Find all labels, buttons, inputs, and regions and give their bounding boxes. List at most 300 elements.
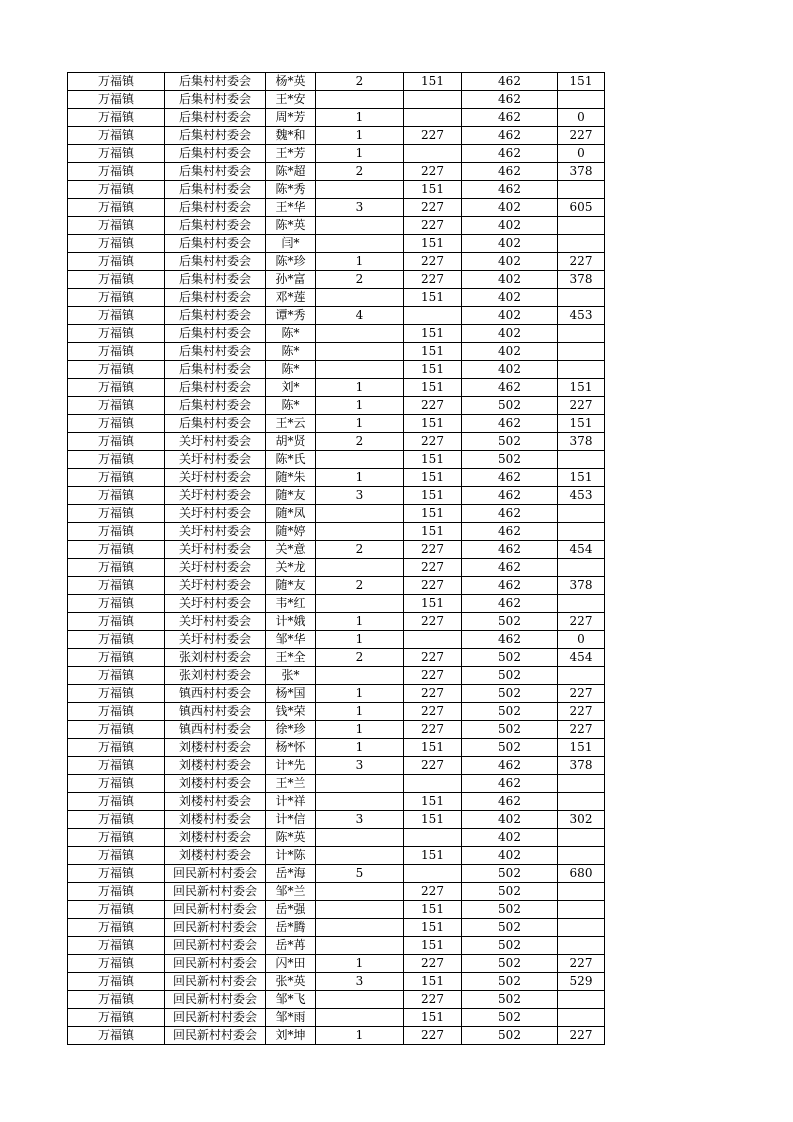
- count-cell: [316, 937, 404, 955]
- town-cell: 万福镇: [68, 325, 165, 343]
- town-cell: 万福镇: [68, 199, 165, 217]
- amount-b-cell: 462: [462, 415, 558, 433]
- amount-b-cell: 502: [462, 973, 558, 991]
- count-cell: 1: [316, 721, 404, 739]
- amount-a-cell: 227: [404, 667, 462, 685]
- village-cell: 后集村村委会: [165, 163, 266, 181]
- amount-b-cell: 402: [462, 307, 558, 325]
- village-cell: 刘楼村村委会: [165, 739, 266, 757]
- table-row: [68, 631, 605, 649]
- name-cell: 邹*雨: [266, 1009, 316, 1027]
- table-row: [68, 865, 605, 883]
- total-cell: [558, 991, 605, 1009]
- amount-a-cell: 227: [404, 757, 462, 775]
- town-cell: 万福镇: [68, 109, 165, 127]
- village-cell: 刘楼村村委会: [165, 829, 266, 847]
- name-cell: 王*全: [266, 649, 316, 667]
- amount-a-cell: 151: [404, 415, 462, 433]
- count-cell: 2: [316, 541, 404, 559]
- town-cell: 万福镇: [68, 847, 165, 865]
- village-cell: 后集村村委会: [165, 307, 266, 325]
- name-cell: 杨*英: [266, 73, 316, 91]
- village-cell: 关圩村村委会: [165, 541, 266, 559]
- count-cell: [316, 667, 404, 685]
- total-cell: [558, 505, 605, 523]
- count-cell: [316, 181, 404, 199]
- count-cell: [316, 91, 404, 109]
- total-cell: 227: [558, 955, 605, 973]
- amount-a-cell: 151: [404, 937, 462, 955]
- town-cell: 万福镇: [68, 127, 165, 145]
- table-row: [68, 469, 605, 487]
- table-row: [68, 541, 605, 559]
- village-cell: 刘楼村村委会: [165, 757, 266, 775]
- count-cell: 1: [316, 253, 404, 271]
- amount-a-cell: 227: [404, 127, 462, 145]
- count-cell: [316, 343, 404, 361]
- village-cell: 后集村村委会: [165, 325, 266, 343]
- amount-b-cell: 462: [462, 505, 558, 523]
- amount-b-cell: 462: [462, 469, 558, 487]
- total-cell: 378: [558, 577, 605, 595]
- total-cell: 378: [558, 433, 605, 451]
- name-cell: 王*安: [266, 91, 316, 109]
- name-cell: 陈*: [266, 397, 316, 415]
- amount-b-cell: 402: [462, 253, 558, 271]
- total-cell: [558, 451, 605, 469]
- table-body: [68, 73, 605, 1045]
- amount-b-cell: 502: [462, 937, 558, 955]
- amount-b-cell: 402: [462, 289, 558, 307]
- amount-b-cell: 502: [462, 433, 558, 451]
- count-cell: 1: [316, 739, 404, 757]
- total-cell: 378: [558, 163, 605, 181]
- amount-b-cell: 402: [462, 811, 558, 829]
- count-cell: [316, 523, 404, 541]
- total-cell: [558, 217, 605, 235]
- total-cell: 227: [558, 703, 605, 721]
- table-row: [68, 343, 605, 361]
- town-cell: 万福镇: [68, 163, 165, 181]
- total-cell: [558, 1009, 605, 1027]
- amount-a-cell: 151: [404, 811, 462, 829]
- total-cell: [558, 775, 605, 793]
- town-cell: 万福镇: [68, 361, 165, 379]
- amount-a-cell: 151: [404, 235, 462, 253]
- amount-a-cell: 227: [404, 1027, 462, 1045]
- amount-b-cell: 462: [462, 487, 558, 505]
- name-cell: 王*云: [266, 415, 316, 433]
- amount-a-cell: 227: [404, 559, 462, 577]
- town-cell: 万福镇: [68, 91, 165, 109]
- village-cell: 张刘村村委会: [165, 649, 266, 667]
- total-cell: [558, 181, 605, 199]
- name-cell: 陈*英: [266, 829, 316, 847]
- amount-a-cell: 227: [404, 271, 462, 289]
- amount-a-cell: [404, 307, 462, 325]
- village-cell: 回民新村村委会: [165, 901, 266, 919]
- village-cell: 后集村村委会: [165, 253, 266, 271]
- table-row: [68, 883, 605, 901]
- count-cell: 1: [316, 145, 404, 163]
- town-cell: 万福镇: [68, 955, 165, 973]
- table-row: [68, 127, 605, 145]
- town-cell: 万福镇: [68, 505, 165, 523]
- count-cell: 2: [316, 649, 404, 667]
- amount-b-cell: 502: [462, 685, 558, 703]
- name-cell: 张*英: [266, 973, 316, 991]
- town-cell: 万福镇: [68, 595, 165, 613]
- total-cell: [558, 595, 605, 613]
- name-cell: 陈*: [266, 343, 316, 361]
- total-cell: 680: [558, 865, 605, 883]
- name-cell: 计*信: [266, 811, 316, 829]
- table-row: [68, 613, 605, 631]
- total-cell: 227: [558, 721, 605, 739]
- town-cell: 万福镇: [68, 433, 165, 451]
- village-cell: 后集村村委会: [165, 415, 266, 433]
- town-cell: 万福镇: [68, 1027, 165, 1045]
- table-row: [68, 181, 605, 199]
- village-cell: 关圩村村委会: [165, 523, 266, 541]
- table-row: [68, 145, 605, 163]
- amount-a-cell: 227: [404, 721, 462, 739]
- amount-b-cell: 502: [462, 649, 558, 667]
- amount-a-cell: 151: [404, 523, 462, 541]
- total-cell: [558, 325, 605, 343]
- table-row: [68, 757, 605, 775]
- amount-a-cell: [404, 631, 462, 649]
- count-cell: [316, 793, 404, 811]
- table-row: [68, 973, 605, 991]
- amount-b-cell: 462: [462, 793, 558, 811]
- table-row: [68, 289, 605, 307]
- name-cell: 韦*红: [266, 595, 316, 613]
- amount-b-cell: 502: [462, 451, 558, 469]
- town-cell: 万福镇: [68, 703, 165, 721]
- village-cell: 刘楼村村委会: [165, 847, 266, 865]
- town-cell: 万福镇: [68, 559, 165, 577]
- name-cell: 杨*国: [266, 685, 316, 703]
- town-cell: 万福镇: [68, 757, 165, 775]
- count-cell: 1: [316, 703, 404, 721]
- amount-a-cell: [404, 145, 462, 163]
- count-cell: [316, 325, 404, 343]
- table-row: [68, 1009, 605, 1027]
- name-cell: 邹*飞: [266, 991, 316, 1009]
- count-cell: [316, 901, 404, 919]
- village-cell: 刘楼村村委会: [165, 811, 266, 829]
- total-cell: 302: [558, 811, 605, 829]
- town-cell: 万福镇: [68, 541, 165, 559]
- count-cell: 5: [316, 865, 404, 883]
- total-cell: [558, 235, 605, 253]
- amount-b-cell: 402: [462, 343, 558, 361]
- town-cell: 万福镇: [68, 523, 165, 541]
- town-cell: 万福镇: [68, 343, 165, 361]
- amount-a-cell: 227: [404, 649, 462, 667]
- village-cell: 关圩村村委会: [165, 433, 266, 451]
- table-row: [68, 217, 605, 235]
- table-row: [68, 505, 605, 523]
- total-cell: 151: [558, 73, 605, 91]
- amount-b-cell: 402: [462, 235, 558, 253]
- name-cell: 王*华: [266, 199, 316, 217]
- count-cell: [316, 505, 404, 523]
- amount-a-cell: 151: [404, 73, 462, 91]
- village-cell: 后集村村委会: [165, 199, 266, 217]
- village-cell: 后集村村委会: [165, 217, 266, 235]
- amount-a-cell: 227: [404, 991, 462, 1009]
- amount-b-cell: 402: [462, 271, 558, 289]
- total-cell: [558, 793, 605, 811]
- amount-a-cell: 227: [404, 199, 462, 217]
- name-cell: 刘*坤: [266, 1027, 316, 1045]
- total-cell: 227: [558, 253, 605, 271]
- amount-b-cell: 462: [462, 181, 558, 199]
- amount-b-cell: 462: [462, 379, 558, 397]
- village-cell: 镇西村村委会: [165, 721, 266, 739]
- village-cell: 镇西村村委会: [165, 703, 266, 721]
- village-cell: 后集村村委会: [165, 379, 266, 397]
- village-cell: 后集村村委会: [165, 73, 266, 91]
- amount-a-cell: 151: [404, 847, 462, 865]
- amount-b-cell: 462: [462, 109, 558, 127]
- amount-a-cell: 151: [404, 289, 462, 307]
- town-cell: 万福镇: [68, 973, 165, 991]
- amount-a-cell: 151: [404, 505, 462, 523]
- amount-b-cell: 462: [462, 523, 558, 541]
- village-cell: 后集村村委会: [165, 397, 266, 415]
- village-cell: 后集村村委会: [165, 109, 266, 127]
- name-cell: 刘*: [266, 379, 316, 397]
- table-row: [68, 163, 605, 181]
- town-cell: 万福镇: [68, 721, 165, 739]
- count-cell: [316, 289, 404, 307]
- total-cell: [558, 901, 605, 919]
- table-row: [68, 109, 605, 127]
- name-cell: 胡*贤: [266, 433, 316, 451]
- amount-a-cell: 151: [404, 361, 462, 379]
- amount-b-cell: 402: [462, 199, 558, 217]
- name-cell: 计*先: [266, 757, 316, 775]
- count-cell: 4: [316, 307, 404, 325]
- count-cell: 3: [316, 199, 404, 217]
- town-cell: 万福镇: [68, 217, 165, 235]
- amount-b-cell: 502: [462, 919, 558, 937]
- table-row: [68, 253, 605, 271]
- total-cell: 227: [558, 1027, 605, 1045]
- table-row: [68, 415, 605, 433]
- total-cell: [558, 523, 605, 541]
- name-cell: 魏*和: [266, 127, 316, 145]
- town-cell: 万福镇: [68, 739, 165, 757]
- village-cell: 后集村村委会: [165, 181, 266, 199]
- village-cell: 关圩村村委会: [165, 613, 266, 631]
- village-cell: 后集村村委会: [165, 289, 266, 307]
- amount-b-cell: 402: [462, 829, 558, 847]
- amount-a-cell: 227: [404, 685, 462, 703]
- name-cell: 孙*富: [266, 271, 316, 289]
- table-row: [68, 649, 605, 667]
- amount-b-cell: 462: [462, 541, 558, 559]
- table-row: [68, 595, 605, 613]
- village-cell: 后集村村委会: [165, 271, 266, 289]
- name-cell: 杨*怀: [266, 739, 316, 757]
- table-row: [68, 991, 605, 1009]
- total-cell: [558, 883, 605, 901]
- town-cell: 万福镇: [68, 991, 165, 1009]
- count-cell: [316, 991, 404, 1009]
- amount-a-cell: 227: [404, 577, 462, 595]
- count-cell: 1: [316, 127, 404, 145]
- count-cell: 2: [316, 73, 404, 91]
- table-row: [68, 667, 605, 685]
- amount-a-cell: 227: [404, 163, 462, 181]
- name-cell: 随*朱: [266, 469, 316, 487]
- village-cell: 后集村村委会: [165, 127, 266, 145]
- table-row: [68, 577, 605, 595]
- village-cell: 后集村村委会: [165, 91, 266, 109]
- total-cell: [558, 343, 605, 361]
- table-row: [68, 307, 605, 325]
- total-cell: [558, 937, 605, 955]
- total-cell: 378: [558, 271, 605, 289]
- amount-b-cell: 462: [462, 559, 558, 577]
- table-row: [68, 775, 605, 793]
- amount-b-cell: 402: [462, 325, 558, 343]
- name-cell: 计*娥: [266, 613, 316, 631]
- total-cell: 151: [558, 415, 605, 433]
- table-row: [68, 829, 605, 847]
- amount-a-cell: [404, 775, 462, 793]
- amount-a-cell: 227: [404, 703, 462, 721]
- village-cell: 后集村村委会: [165, 235, 266, 253]
- table-row: [68, 703, 605, 721]
- table-row: [68, 739, 605, 757]
- amount-b-cell: 502: [462, 883, 558, 901]
- total-cell: 0: [558, 145, 605, 163]
- amount-a-cell: 151: [404, 451, 462, 469]
- amount-b-cell: 462: [462, 595, 558, 613]
- amount-b-cell: 502: [462, 721, 558, 739]
- name-cell: 岳*海: [266, 865, 316, 883]
- count-cell: 3: [316, 973, 404, 991]
- total-cell: [558, 559, 605, 577]
- total-cell: 151: [558, 739, 605, 757]
- amount-b-cell: 462: [462, 127, 558, 145]
- amount-b-cell: 402: [462, 361, 558, 379]
- amount-b-cell: 462: [462, 775, 558, 793]
- amount-b-cell: 462: [462, 757, 558, 775]
- name-cell: 随*凤: [266, 505, 316, 523]
- town-cell: 万福镇: [68, 937, 165, 955]
- amount-a-cell: 227: [404, 883, 462, 901]
- total-cell: [558, 667, 605, 685]
- count-cell: [316, 559, 404, 577]
- count-cell: [316, 595, 404, 613]
- total-cell: 529: [558, 973, 605, 991]
- count-cell: [316, 235, 404, 253]
- name-cell: 陈*秀: [266, 181, 316, 199]
- count-cell: 1: [316, 109, 404, 127]
- amount-a-cell: 151: [404, 739, 462, 757]
- town-cell: 万福镇: [68, 397, 165, 415]
- name-cell: 邹*华: [266, 631, 316, 649]
- amount-b-cell: 502: [462, 955, 558, 973]
- village-cell: 回民新村村委会: [165, 883, 266, 901]
- amount-a-cell: 151: [404, 181, 462, 199]
- name-cell: 周*芳: [266, 109, 316, 127]
- amount-a-cell: 151: [404, 469, 462, 487]
- table-row: [68, 379, 605, 397]
- name-cell: 张*: [266, 667, 316, 685]
- amount-b-cell: 462: [462, 91, 558, 109]
- amount-b-cell: 502: [462, 613, 558, 631]
- village-cell: 关圩村村委会: [165, 559, 266, 577]
- name-cell: 关*龙: [266, 559, 316, 577]
- village-cell: 回民新村村委会: [165, 955, 266, 973]
- table-row: [68, 91, 605, 109]
- table-row: [68, 199, 605, 217]
- count-cell: 1: [316, 469, 404, 487]
- village-cell: 回民新村村委会: [165, 1009, 266, 1027]
- town-cell: 万福镇: [68, 631, 165, 649]
- amount-b-cell: 502: [462, 739, 558, 757]
- count-cell: 2: [316, 271, 404, 289]
- amount-a-cell: 151: [404, 379, 462, 397]
- table-row: [68, 559, 605, 577]
- amount-b-cell: 502: [462, 1027, 558, 1045]
- village-cell: 回民新村村委会: [165, 865, 266, 883]
- table-row: [68, 937, 605, 955]
- village-cell: 张刘村村委会: [165, 667, 266, 685]
- amount-a-cell: 227: [404, 397, 462, 415]
- amount-b-cell: 502: [462, 865, 558, 883]
- village-cell: 关圩村村委会: [165, 577, 266, 595]
- table-row: [68, 901, 605, 919]
- village-cell: 回民新村村委会: [165, 973, 266, 991]
- amount-a-cell: 227: [404, 613, 462, 631]
- town-cell: 万福镇: [68, 73, 165, 91]
- total-cell: 453: [558, 307, 605, 325]
- village-cell: 关圩村村委会: [165, 451, 266, 469]
- name-cell: 随*婷: [266, 523, 316, 541]
- name-cell: 岳*强: [266, 901, 316, 919]
- amount-b-cell: 502: [462, 1009, 558, 1027]
- town-cell: 万福镇: [68, 487, 165, 505]
- amount-a-cell: 227: [404, 253, 462, 271]
- count-cell: 3: [316, 487, 404, 505]
- total-cell: [558, 289, 605, 307]
- total-cell: 0: [558, 631, 605, 649]
- village-cell: 刘楼村村委会: [165, 793, 266, 811]
- town-cell: 万福镇: [68, 667, 165, 685]
- table-row: [68, 523, 605, 541]
- total-cell: 151: [558, 379, 605, 397]
- name-cell: 闪*田: [266, 955, 316, 973]
- amount-a-cell: 227: [404, 955, 462, 973]
- amount-a-cell: [404, 109, 462, 127]
- amount-b-cell: 462: [462, 577, 558, 595]
- table-row: [68, 397, 605, 415]
- count-cell: [316, 919, 404, 937]
- amount-a-cell: [404, 91, 462, 109]
- total-cell: 605: [558, 199, 605, 217]
- table-row: [68, 1027, 605, 1045]
- town-cell: 万福镇: [68, 829, 165, 847]
- total-cell: 227: [558, 685, 605, 703]
